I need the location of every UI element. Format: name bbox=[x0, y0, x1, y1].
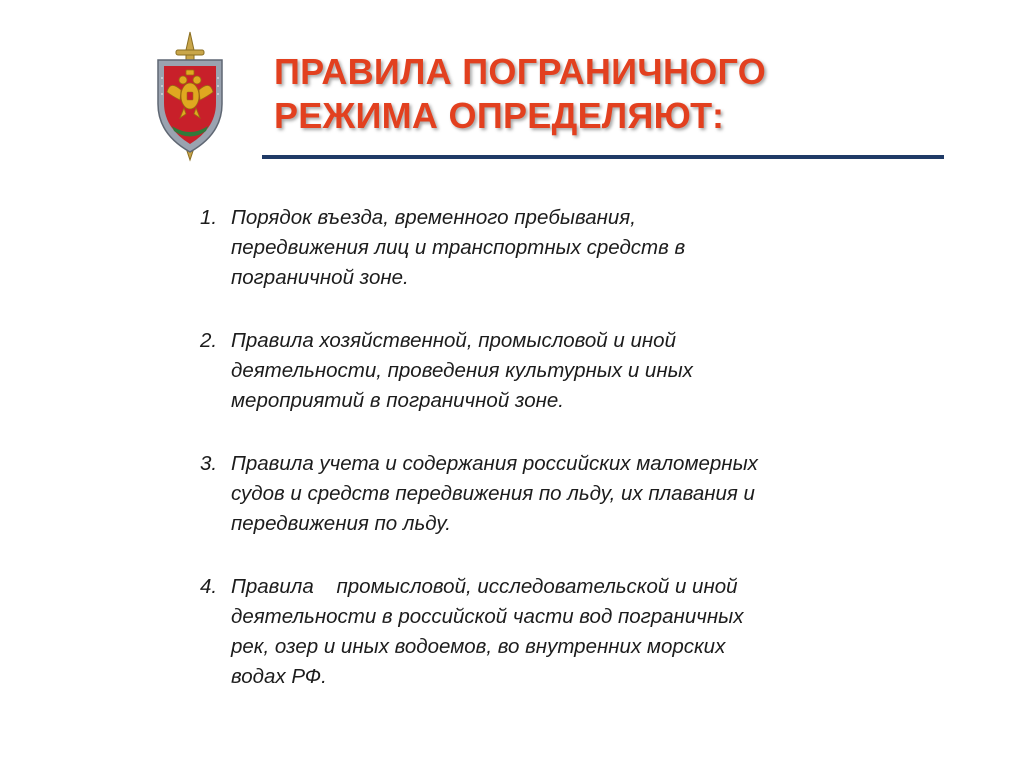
rule-item-4 bbox=[200, 572, 960, 692]
slide-title-line-2: РЕЖИМА ОПРЕДЕЛЯЮТ: bbox=[274, 95, 725, 136]
border-service-shield-icon bbox=[150, 30, 230, 162]
rule-item-text: Порядок въезда, временного пребывания, передвижения лиц и транспортных средств в пограничной зоне. bbox=[231, 206, 686, 289]
rules-list bbox=[200, 203, 960, 725]
slide-title-line-1: ПРАВИЛА ПОГРАНИЧНОГО bbox=[274, 51, 767, 92]
rule-item-number: 3. bbox=[200, 452, 218, 475]
rule-item-text: Правила учета и содержания российских маломерных судов и средств передвижения по льду, их плавания и передвижения по льду. bbox=[231, 452, 758, 535]
title-underline-divider bbox=[262, 155, 944, 159]
rule-item-number: 2. bbox=[200, 329, 218, 352]
rule-item-text: Правила промысловой, исследовательской и иной деятельности в российской части вод пограничных рек, озер и иных водоемов, во внутренних морских водах РФ. bbox=[231, 575, 744, 688]
rule-item-3 bbox=[200, 449, 960, 539]
rule-item-2 bbox=[200, 326, 960, 416]
rule-item-1 bbox=[200, 203, 960, 293]
rule-item-text: Правила хозяйственной, промысловой и иной деятельности, проведения культурных и иных мероприятий в пограничной зоне. bbox=[231, 329, 693, 412]
slide-title bbox=[274, 50, 766, 138]
rule-item-number: 4. bbox=[200, 575, 218, 598]
rule-item-number: 1. bbox=[200, 206, 218, 229]
